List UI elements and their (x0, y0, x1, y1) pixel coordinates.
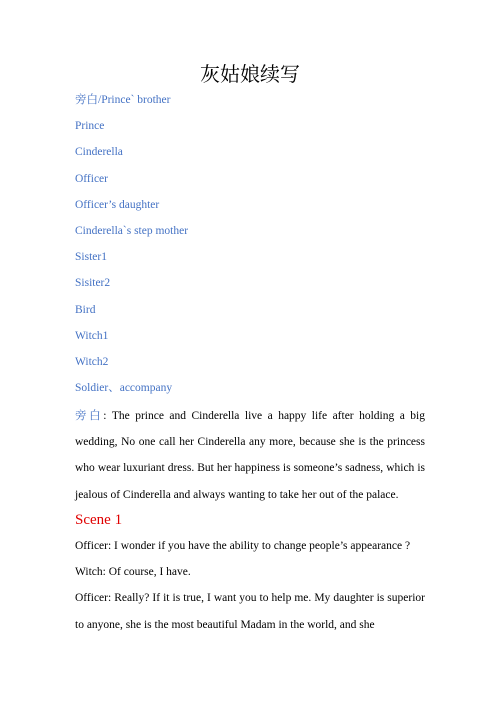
narration-label: 旁白 (75, 410, 104, 422)
scene-heading: Scene 1 (75, 512, 123, 528)
cast-list (75, 90, 425, 404)
cast-item: Soldier、accompany (75, 382, 173, 395)
cast-item: Witch1 (75, 329, 109, 342)
cast-item: Officer’s daughter (75, 198, 160, 211)
narration-text: : The prince and Cinderella live a happy life after holding a big wedding, No one call her Cinderella any more, because she is the princess who wear luxuriant dress. But her happiness is someone’s sadness, which is jealous of Cinderella and always wanting to take her out of the palace. (75, 410, 425, 501)
document-title: 灰姑娘续写 (200, 62, 300, 86)
cast-item: Witch2 (75, 355, 109, 368)
cast-item: Cinderella (75, 146, 123, 159)
dialogue-line: Officer: I wonder if you have the ability to change people’s appearance ? (75, 540, 411, 552)
cast-item: Officer (75, 172, 108, 185)
dialogue-block (75, 533, 425, 638)
cast-item: Sister1 (75, 251, 107, 264)
narration-paragraph (75, 403, 425, 508)
dialogue-line: Witch: Of course, I have. (75, 566, 191, 579)
cast-item: Prince (75, 120, 105, 133)
cast-item: 旁白/Prince` brother (75, 94, 171, 106)
dialogue-line: Officer: Really? If it is true, I want you to help me. My daughter is superior to anyone, she is the most beautiful Madam in the world, and she (75, 592, 425, 631)
cast-item: Sisiter2 (75, 277, 111, 290)
cast-item: Bird (75, 303, 96, 316)
cast-item: Cinderella`s step mother (75, 224, 189, 237)
